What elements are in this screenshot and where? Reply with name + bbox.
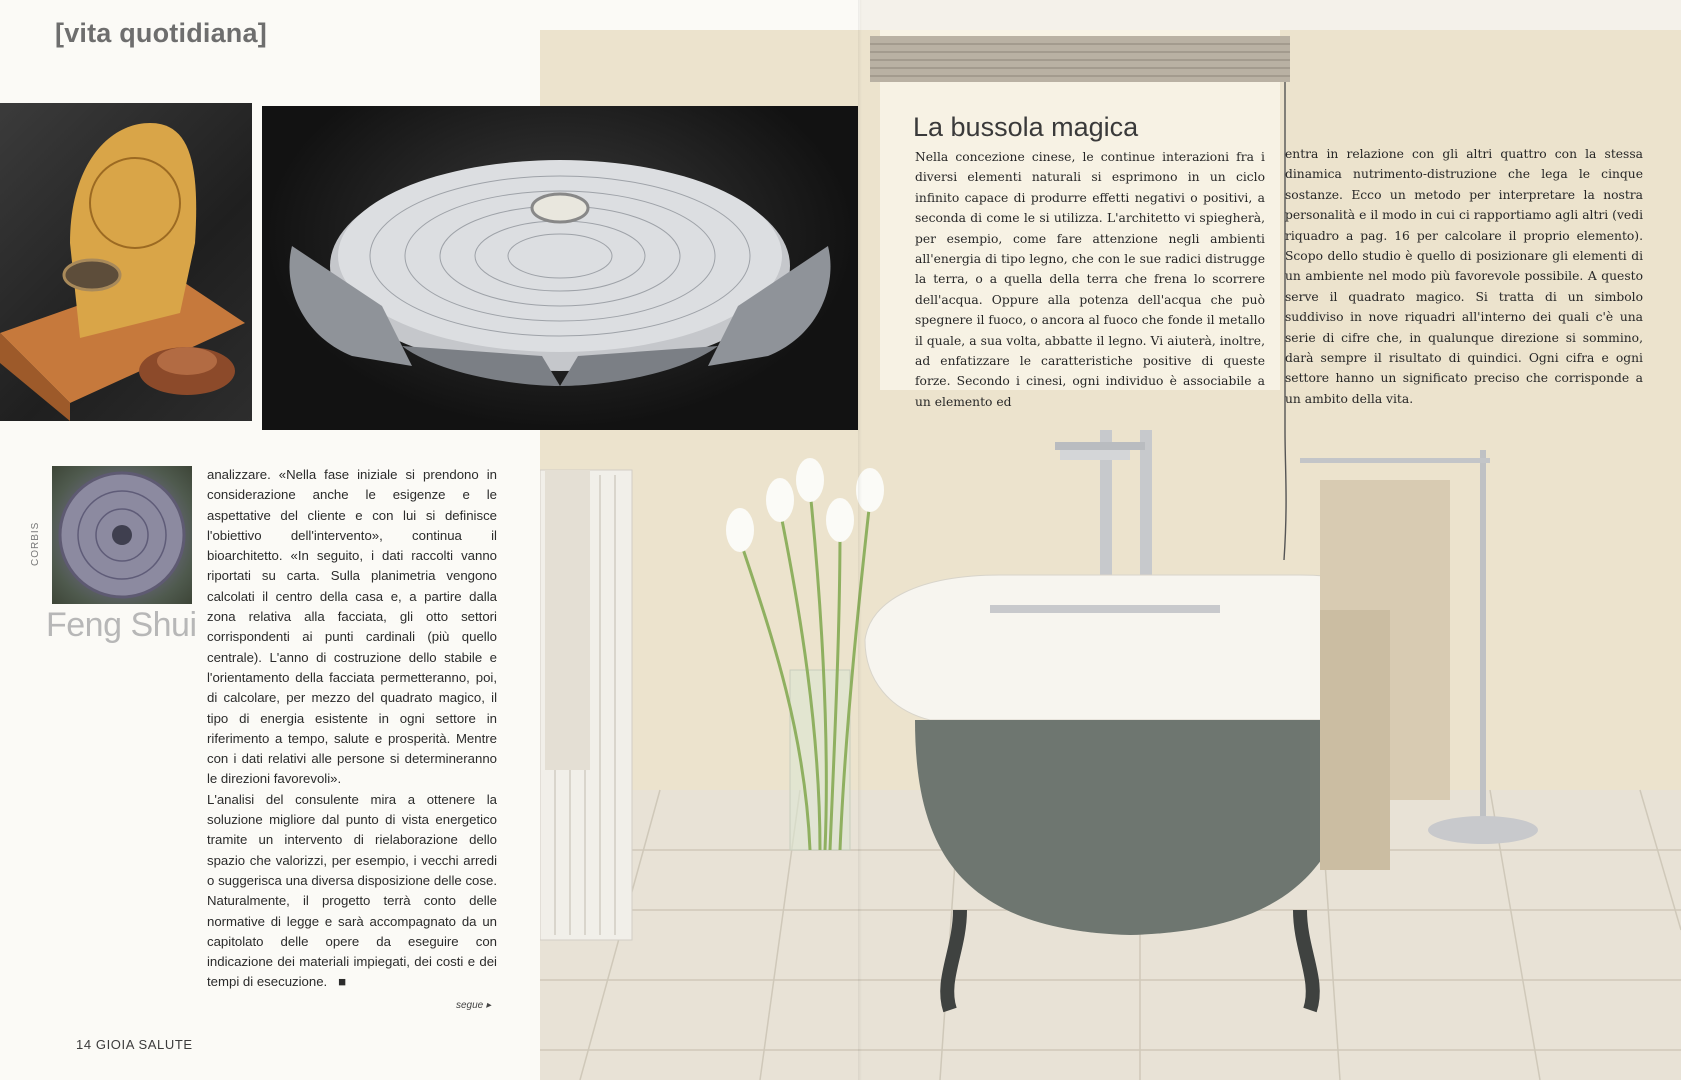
luopan-compass-illustration (262, 106, 858, 430)
photo-credit: CORBIS (30, 521, 41, 566)
photo-thumbnail-compass (52, 466, 192, 604)
sidebar-title: Feng Shui (46, 606, 197, 644)
end-mark: ■ (338, 974, 347, 990)
section-tag: [vita quotidiana] (55, 18, 267, 48)
page-folio: 14 GIOIA SALUTE (76, 1037, 193, 1052)
thumbnail-compass-illustration (52, 466, 192, 604)
right-body-column-2: entra in relazione con gli altri quattro con la stessa dinamica nutrimento-distruzione che lega le cinque sostanze. Ecco un metodo per interpretare la nostra personalità e il modo in cui ci rapportiamo agli altri (vedi riquadro a pag. 16 per calcolare il proprio elemento). Scopo dello studio è quello di posizionare gli elementi di un ambiente nel modo più favorevole possibile. A questo serve il quadrato magico. Si tratta di un simbolo suddiviso in nove riquadri all'interno dei quali c'è una serie di cifre che, in qualunque direzione si sommino, darà sempre il risultato di quindici. Ogni cifra e ogni settore hanno un significato preciso che corrisponde a un ambito della vita. (1285, 147, 1643, 406)
right-body-column-1: Nella concezione cinese, le continue interazioni fra i diversi elementi naturali si esprimono in un ciclo infinito capace di produrre effetti negativi o positivi, a seconda di come le si utilizza. L'architetto vi spiegherà, per esempio, come fare attenzione negli ambienti all'energia di tipo legno, che con le sue radici distrugge la terra, o a quella della terra che frena lo scorrere dell'acqua. Oppure alla potenza dell'acqua che può spegnere il fuoco, o ancora al fuoco che fonde il metallo il quale, a sua volta, abbatte il legno. Vi aiuterà, inoltre, ad enfatizzare le caratteristiche positive di queste forze. Secondo i cinesi, ogni individuo è associabile a un elemento ed (915, 150, 1265, 409)
photo-luopan-compass (262, 106, 858, 430)
spread-gutter (858, 0, 862, 1080)
left-body-text (207, 465, 497, 993)
sundial-compass-illustration (0, 103, 252, 421)
continue-link[interactable]: segue ▸ (456, 1000, 492, 1011)
photo-sundial-compass (0, 103, 252, 421)
body-paragraph-2-text: L'analisi del consulente mira a ottenere la soluzione migliore dal punto di vista energetico tramite un intervento di rielaborazione dello spazio che valorizzi, per esempio, i vecchi arredi o suggerisca una diversa disposizione delle cose. Naturalmente, il progetto terrà conto delle normative di legge e sarà accompagnato da un capitolato delle opere da eseguire con indicazione dei materiali impiegati, dei costi e dei tempi di esecuzione. (207, 791, 497, 990)
body-paragraph-1: analizzare. «Nella fase iniziale si prendono in considerazione anche le esigenze e le aspettative del cliente e con lui si definisce l'obiettivo dell'intervento», continua il bioarchitetto. «In seguito, i dati raccolti vanno riportati su carta. Sulla planimetria vengono calcolati il centro della casa e, a partire dalla zona relativa alla facciata, gli otto settori corrispondenti ai punti cardinali (più quello centrale). L'anno di costruzione dello stabile e l'orientamento della facciata permetteranno, poi, di calcolare, per mezzo del quadrato magico, il tipo di energia esistente in ogni settore in riferimento a tempo, salute e prosperità. Mentre con i dati relativi alle persone si determineranno le direzioni favorevoli». (207, 467, 497, 787)
article-title: La bussola magica (913, 112, 1139, 142)
body-paragraph-2 (207, 790, 497, 993)
